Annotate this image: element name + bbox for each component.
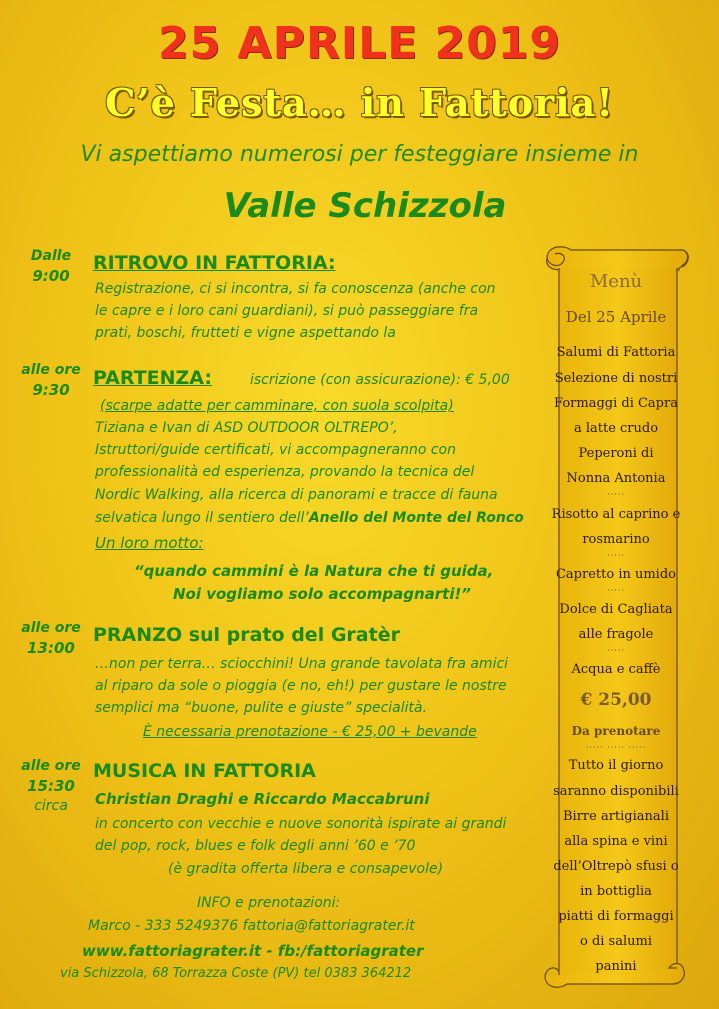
partenza-time-prefix: alle ore	[21, 362, 81, 378]
menu-item: Capretto in umido	[555, 567, 676, 582]
pranzo-prenotazione: È necessaria prenotazione - € 25,00 + bevande	[143, 724, 477, 740]
ritrovo-time-value: 9:00	[32, 267, 70, 285]
menu-item: Salumi di Fattoria	[556, 345, 676, 360]
musica-time-value: 15:30	[27, 777, 75, 795]
menu-divider: ·····	[607, 490, 625, 499]
menu-item: rosmarino	[582, 532, 650, 547]
ritrovo-heading: RITROVO IN FATTORIA:	[93, 252, 336, 274]
menu-extra: o di salumi	[579, 934, 652, 949]
motto-label: Un loro motto:	[95, 534, 204, 552]
musica-heading: MUSICA IN FATTORIA	[93, 760, 316, 782]
menu-extra: piatti di formaggi	[558, 909, 674, 924]
menu-item: Peperoni di	[578, 446, 654, 461]
menu-item: Selezione di nostri	[554, 371, 678, 386]
location-title: Valle Schizzola	[223, 186, 507, 226]
date-title: 25 APRILE 2019	[158, 18, 561, 69]
partenza-iscrizione: iscrizione (con assicurazione): € 5,00	[250, 372, 510, 388]
ritrovo-line-3: prati, boschi, frutteti e vigne aspettando la	[95, 325, 396, 341]
pranzo-line-2: al riparo da sole o pioggia (e no, eh!) per gustare le nostre	[95, 678, 507, 694]
ritrovo-time-prefix: Dalle	[30, 248, 72, 264]
pranzo-heading: PRANZO sul prato del Gratèr	[93, 624, 400, 646]
info-contact[interactable]: Marco - 333 5249376 fattoria@fattoriagrater.it	[88, 918, 415, 934]
menu-booking: Da prenotare	[571, 724, 661, 738]
pranzo-time-prefix: alle ore	[21, 620, 81, 636]
partenza-scarpe: (scarpe adatte per camminare, con suola scolpita)	[100, 398, 454, 414]
partenza-line-5-prefix: selvatica lungo il sentiero dell’	[95, 510, 309, 526]
menu-extra: Tutto il giorno	[568, 758, 664, 773]
info-web[interactable]: www.fattoriagrater.it - fb:/fattoriagrater	[82, 942, 424, 960]
pranzo-line-1: …non per terra… sciocchini! Una grande tavolata fra amici	[95, 656, 509, 672]
partenza-heading: PARTENZA:	[93, 367, 212, 389]
partenza-line-1: Tiziana e Ivan di ASD OUTDOOR OLTREPO’,	[95, 420, 398, 436]
menu-extra: saranno disponibili	[553, 784, 679, 799]
motto-line-1: “quando cammini è la Natura che ti guida,	[134, 562, 494, 580]
menu-subtitle: Del 25 Aprile	[565, 308, 667, 326]
menu-item: Risotto al caprino e	[551, 507, 681, 522]
menu-divider: ·····	[607, 646, 625, 655]
menu-extra: panini	[595, 959, 637, 974]
menu-divider-wide: ····· ····· ·····	[585, 743, 647, 752]
ritrovo-line-1: Registrazione, ci si incontra, si fa conoscenza (anche con	[95, 281, 496, 297]
motto-line-2: Noi vogliamo solo accompagnarti!”	[173, 585, 471, 603]
partenza-line-2: Istruttori/guide certificati, vi accompagneranno con	[95, 442, 456, 458]
menu-item: Formaggi di Capra	[554, 396, 678, 411]
menu-item: Acqua e caffè	[571, 662, 661, 677]
partenza-time-value: 9:30	[32, 381, 70, 399]
menu-extra: Birre artigianali	[563, 809, 669, 824]
menu-item: Nonna Antonia	[566, 471, 666, 486]
menu-item: Dolce di Cagliata	[559, 602, 673, 617]
menu-extra: alla spina e vini	[564, 834, 668, 849]
musica-time-suffix: circa	[34, 798, 68, 814]
partenza-line-4: Nordic Walking, alla ricerca di panorami e tracce di fauna	[95, 487, 498, 503]
menu-extra: dell’Oltrepò sfusi o	[553, 859, 679, 874]
menu-divider: ·····	[607, 551, 625, 560]
pranzo-time-value: 13:00	[27, 639, 75, 657]
menu-item: a latte crudo	[573, 421, 659, 436]
pranzo-time	[16, 618, 86, 658]
musica-time	[16, 756, 86, 816]
menu-item: alle fragole	[578, 627, 654, 642]
menu-extra: in bottiglia	[580, 884, 652, 899]
anello-name: Anello del Monte del Ronco	[308, 510, 524, 526]
menu-price: € 25,00	[580, 690, 652, 710]
ritrovo-time	[16, 246, 86, 286]
menu-title: Menù	[589, 271, 643, 292]
ritrovo-line-2: le capre e i loro cani guardiani), si può passeggiare fra	[95, 303, 479, 319]
musica-time-prefix: alle ore	[21, 758, 81, 774]
pranzo-line-3: semplici ma “buone, pulite e giuste” specialità.	[95, 700, 428, 716]
menu-divider: ·····	[607, 586, 625, 595]
musica-line-3: (è gradita offerta libera e consapevole)	[168, 861, 444, 877]
musica-line-1: in concerto con vecchie e nuove sonorità ispirate ai grandi	[95, 816, 507, 832]
partenza-time	[16, 360, 86, 400]
festa-title: C’è Festa… in Fattoria!	[105, 80, 614, 125]
musica-artists: Christian Draghi e Riccardo Maccabruni	[95, 790, 430, 808]
partenza-line-5	[95, 510, 524, 526]
subtitle: Vi aspettiamo numerosi per festeggiare insieme in	[80, 142, 639, 167]
partenza-line-3: professionalità ed esperienza, provando la tecnica del	[95, 464, 475, 480]
info-label: INFO e prenotazioni:	[197, 895, 341, 911]
info-address: via Schizzola, 68 Torrazza Coste (PV) tel 0383 364212	[60, 966, 412, 981]
musica-line-2: del pop, rock, blues e folk degli anni ’60 e ’70	[95, 838, 416, 854]
